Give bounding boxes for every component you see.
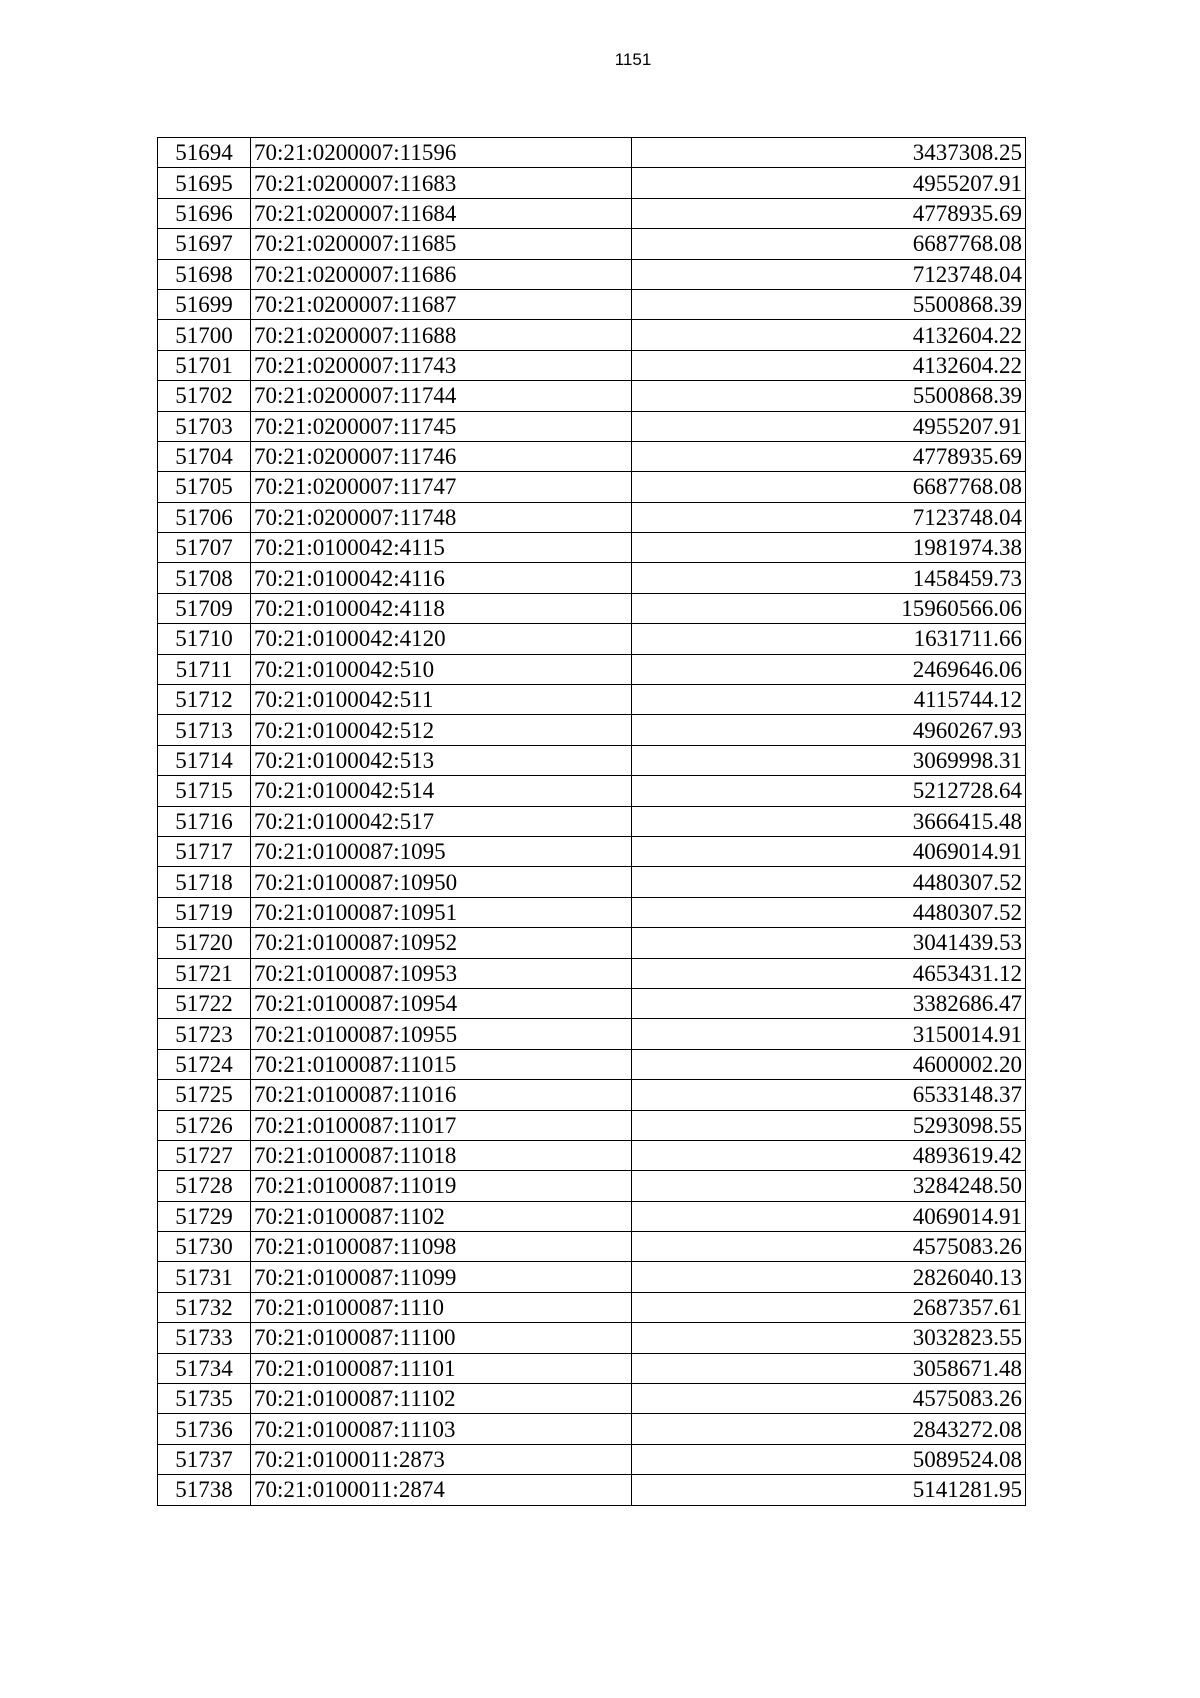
cadastral-number-cell: 70:21:0100087:11019 xyxy=(251,1171,632,1201)
table-body xyxy=(158,138,1026,1506)
table-row xyxy=(158,1384,1026,1414)
row-number-cell: 51702 xyxy=(158,381,251,411)
row-number-cell: 51698 xyxy=(158,259,251,289)
cadastral-value-table xyxy=(157,137,1026,1506)
cadastral-number-cell: 70:21:0100087:10955 xyxy=(251,1019,632,1049)
row-number-cell: 51726 xyxy=(158,1110,251,1140)
cadastral-value-cell: 6687768.08 xyxy=(632,229,1026,259)
row-number-cell: 51703 xyxy=(158,411,251,441)
cadastral-value-cell: 7123748.04 xyxy=(632,502,1026,532)
cadastral-value-cell: 4069014.91 xyxy=(632,836,1026,866)
cadastral-number-cell: 70:21:0100087:11015 xyxy=(251,1049,632,1079)
cadastral-number-cell: 70:21:0200007:11743 xyxy=(251,350,632,380)
cadastral-number-cell: 70:21:0100087:10952 xyxy=(251,928,632,958)
cadastral-number-cell: 70:21:0100087:11018 xyxy=(251,1140,632,1170)
table-row xyxy=(158,836,1026,866)
cadastral-number-cell: 70:21:0100087:11100 xyxy=(251,1323,632,1353)
row-number-cell: 51695 xyxy=(158,168,251,198)
page-number: 1151 xyxy=(614,50,652,69)
table-row xyxy=(158,381,1026,411)
cadastral-value-cell: 5141281.95 xyxy=(632,1475,1026,1505)
row-number-cell: 51707 xyxy=(158,533,251,563)
table-row xyxy=(158,928,1026,958)
cadastral-value-cell: 3069998.31 xyxy=(632,745,1026,775)
row-number-cell: 51712 xyxy=(158,685,251,715)
table-row xyxy=(158,350,1026,380)
cadastral-value-cell: 3382686.47 xyxy=(632,988,1026,1018)
row-number-cell: 51711 xyxy=(158,654,251,684)
table-row xyxy=(158,1049,1026,1079)
row-number-cell: 51697 xyxy=(158,229,251,259)
row-number-cell: 51694 xyxy=(158,138,251,168)
table-row xyxy=(158,1444,1026,1474)
row-number-cell: 51701 xyxy=(158,350,251,380)
cadastral-value-cell: 5293098.55 xyxy=(632,1110,1026,1140)
table-row xyxy=(158,138,1026,168)
cadastral-value-cell: 2843272.08 xyxy=(632,1414,1026,1444)
cadastral-number-cell: 70:21:0100087:11099 xyxy=(251,1262,632,1292)
cadastral-number-cell: 70:21:0200007:11688 xyxy=(251,320,632,350)
table-row xyxy=(158,745,1026,775)
cadastral-number-cell: 70:21:0100087:10953 xyxy=(251,958,632,988)
cadastral-number-cell: 70:21:0100087:11098 xyxy=(251,1232,632,1262)
cadastral-value-cell: 7123748.04 xyxy=(632,259,1026,289)
table-row xyxy=(158,624,1026,654)
row-number-cell: 51706 xyxy=(158,502,251,532)
cadastral-number-cell: 70:21:0200007:11745 xyxy=(251,411,632,441)
row-number-cell: 51720 xyxy=(158,928,251,958)
cadastral-value-cell: 5500868.39 xyxy=(632,289,1026,319)
row-number-cell: 51700 xyxy=(158,320,251,350)
cadastral-value-cell: 2826040.13 xyxy=(632,1262,1026,1292)
row-number-cell: 51722 xyxy=(158,988,251,1018)
cadastral-number-cell: 70:21:0200007:11685 xyxy=(251,229,632,259)
row-number-cell: 51724 xyxy=(158,1049,251,1079)
row-number-cell: 51734 xyxy=(158,1353,251,1383)
cadastral-value-cell: 1458459.73 xyxy=(632,563,1026,593)
table-row xyxy=(158,1414,1026,1444)
cadastral-value-cell: 4893619.42 xyxy=(632,1140,1026,1170)
cadastral-number-cell: 70:21:0100011:2873 xyxy=(251,1444,632,1474)
cadastral-number-cell: 70:21:0100042:511 xyxy=(251,685,632,715)
table-row xyxy=(158,1292,1026,1322)
cadastral-value-cell: 1631711.66 xyxy=(632,624,1026,654)
cadastral-value-cell: 4132604.22 xyxy=(632,320,1026,350)
table-row xyxy=(158,502,1026,532)
table-row xyxy=(158,1080,1026,1110)
row-number-cell: 51730 xyxy=(158,1232,251,1262)
cadastral-number-cell: 70:21:0200007:11596 xyxy=(251,138,632,168)
table-row xyxy=(158,1019,1026,1049)
table-row xyxy=(158,441,1026,471)
table-row xyxy=(158,320,1026,350)
cadastral-value-cell: 3041439.53 xyxy=(632,928,1026,958)
cadastral-number-cell: 70:21:0100042:4116 xyxy=(251,563,632,593)
cadastral-number-cell: 70:21:0100087:10950 xyxy=(251,867,632,897)
row-number-cell: 51718 xyxy=(158,867,251,897)
cadastral-number-cell: 70:21:0100042:4115 xyxy=(251,533,632,563)
table-row xyxy=(158,654,1026,684)
row-number-cell: 51719 xyxy=(158,897,251,927)
cadastral-value-cell: 4960267.93 xyxy=(632,715,1026,745)
cadastral-number-cell: 70:21:0100042:514 xyxy=(251,776,632,806)
row-number-cell: 51699 xyxy=(158,289,251,319)
cadastral-number-cell: 70:21:0200007:11748 xyxy=(251,502,632,532)
table-row xyxy=(158,168,1026,198)
cadastral-value-cell: 4955207.91 xyxy=(632,168,1026,198)
table-row xyxy=(158,1232,1026,1262)
cadastral-number-cell: 70:21:0100087:10954 xyxy=(251,988,632,1018)
table-row xyxy=(158,1171,1026,1201)
table-row xyxy=(158,1262,1026,1292)
cadastral-number-cell: 70:21:0100087:11016 xyxy=(251,1080,632,1110)
row-number-cell: 51728 xyxy=(158,1171,251,1201)
cadastral-number-cell: 70:21:0100042:4120 xyxy=(251,624,632,654)
table-row xyxy=(158,593,1026,623)
cadastral-value-cell: 3284248.50 xyxy=(632,1171,1026,1201)
table-row xyxy=(158,776,1026,806)
cadastral-number-cell: 70:21:0100087:11103 xyxy=(251,1414,632,1444)
cadastral-value-cell: 3150014.91 xyxy=(632,1019,1026,1049)
cadastral-value-cell: 4480307.52 xyxy=(632,867,1026,897)
row-number-cell: 51713 xyxy=(158,715,251,745)
cadastral-value-cell: 2469646.06 xyxy=(632,654,1026,684)
cadastral-value-cell: 4955207.91 xyxy=(632,411,1026,441)
cadastral-value-cell: 3437308.25 xyxy=(632,138,1026,168)
cadastral-value-cell: 4778935.69 xyxy=(632,441,1026,471)
cadastral-number-cell: 70:21:0100042:513 xyxy=(251,745,632,775)
cadastral-value-cell: 4115744.12 xyxy=(632,685,1026,715)
row-number-cell: 51736 xyxy=(158,1414,251,1444)
cadastral-number-cell: 70:21:0100087:1110 xyxy=(251,1292,632,1322)
row-number-cell: 51705 xyxy=(158,472,251,502)
cadastral-number-cell: 70:21:0100087:1102 xyxy=(251,1201,632,1231)
table-row xyxy=(158,1201,1026,1231)
cadastral-value-cell: 3058671.48 xyxy=(632,1353,1026,1383)
cadastral-value-cell: 4778935.69 xyxy=(632,198,1026,228)
table-row xyxy=(158,897,1026,927)
cadastral-number-cell: 70:21:0100042:510 xyxy=(251,654,632,684)
cadastral-number-cell: 70:21:0200007:11684 xyxy=(251,198,632,228)
row-number-cell: 51721 xyxy=(158,958,251,988)
row-number-cell: 51723 xyxy=(158,1019,251,1049)
table-row xyxy=(158,289,1026,319)
table-row xyxy=(158,533,1026,563)
cadastral-value-cell: 4132604.22 xyxy=(632,350,1026,380)
table-row xyxy=(158,685,1026,715)
cadastral-number-cell: 70:21:0100087:1095 xyxy=(251,836,632,866)
row-number-cell: 51717 xyxy=(158,836,251,866)
cadastral-number-cell: 70:21:0100042:517 xyxy=(251,806,632,836)
cadastral-number-cell: 70:21:0100087:11102 xyxy=(251,1384,632,1414)
table-row xyxy=(158,958,1026,988)
cadastral-value-cell: 5089524.08 xyxy=(632,1444,1026,1474)
cadastral-value-cell: 6533148.37 xyxy=(632,1080,1026,1110)
cadastral-value-cell: 6687768.08 xyxy=(632,472,1026,502)
table-row xyxy=(158,198,1026,228)
row-number-cell: 51733 xyxy=(158,1323,251,1353)
row-number-cell: 51710 xyxy=(158,624,251,654)
cadastral-number-cell: 70:21:0200007:11683 xyxy=(251,168,632,198)
table-row xyxy=(158,806,1026,836)
row-number-cell: 51716 xyxy=(158,806,251,836)
row-number-cell: 51732 xyxy=(158,1292,251,1322)
cadastral-number-cell: 70:21:0100087:11017 xyxy=(251,1110,632,1140)
cadastral-number-cell: 70:21:0100042:4118 xyxy=(251,593,632,623)
table-row xyxy=(158,259,1026,289)
cadastral-number-cell: 70:21:0100087:11101 xyxy=(251,1353,632,1383)
cadastral-value-cell: 4600002.20 xyxy=(632,1049,1026,1079)
table-row xyxy=(158,563,1026,593)
cadastral-value-cell: 4069014.91 xyxy=(632,1201,1026,1231)
table-row xyxy=(158,411,1026,441)
cadastral-number-cell: 70:21:0200007:11747 xyxy=(251,472,632,502)
row-number-cell: 51709 xyxy=(158,593,251,623)
row-number-cell: 51715 xyxy=(158,776,251,806)
cadastral-value-cell: 1981974.38 xyxy=(632,533,1026,563)
cadastral-value-cell: 4480307.52 xyxy=(632,897,1026,927)
row-number-cell: 51738 xyxy=(158,1475,251,1505)
table-row xyxy=(158,1353,1026,1383)
cadastral-value-cell: 15960566.06 xyxy=(632,593,1026,623)
row-number-cell: 51725 xyxy=(158,1080,251,1110)
cadastral-value-cell: 4653431.12 xyxy=(632,958,1026,988)
row-number-cell: 51735 xyxy=(158,1384,251,1414)
cadastral-value-cell: 4575083.26 xyxy=(632,1384,1026,1414)
table-row xyxy=(158,1323,1026,1353)
row-number-cell: 51731 xyxy=(158,1262,251,1292)
table-row xyxy=(158,988,1026,1018)
cadastral-value-cell: 3666415.48 xyxy=(632,806,1026,836)
table-row xyxy=(158,715,1026,745)
row-number-cell: 51714 xyxy=(158,745,251,775)
row-number-cell: 51704 xyxy=(158,441,251,471)
row-number-cell: 51727 xyxy=(158,1140,251,1170)
row-number-cell: 51696 xyxy=(158,198,251,228)
table-row xyxy=(158,1110,1026,1140)
row-number-cell: 51708 xyxy=(158,563,251,593)
row-number-cell: 51737 xyxy=(158,1444,251,1474)
cadastral-number-cell: 70:21:0100011:2874 xyxy=(251,1475,632,1505)
cadastral-value-cell: 4575083.26 xyxy=(632,1232,1026,1262)
cadastral-number-cell: 70:21:0200007:11746 xyxy=(251,441,632,471)
cadastral-value-cell: 5500868.39 xyxy=(632,381,1026,411)
cadastral-number-cell: 70:21:0100042:512 xyxy=(251,715,632,745)
table-row xyxy=(158,867,1026,897)
cadastral-value-cell: 5212728.64 xyxy=(632,776,1026,806)
row-number-cell: 51729 xyxy=(158,1201,251,1231)
table-row xyxy=(158,472,1026,502)
cadastral-number-cell: 70:21:0200007:11686 xyxy=(251,259,632,289)
cadastral-value-cell: 3032823.55 xyxy=(632,1323,1026,1353)
table-row xyxy=(158,1475,1026,1505)
table-row xyxy=(158,229,1026,259)
cadastral-number-cell: 70:21:0200007:11687 xyxy=(251,289,632,319)
cadastral-value-cell: 2687357.61 xyxy=(632,1292,1026,1322)
cadastral-number-cell: 70:21:0200007:11744 xyxy=(251,381,632,411)
table-row xyxy=(158,1140,1026,1170)
cadastral-number-cell: 70:21:0100087:10951 xyxy=(251,897,632,927)
